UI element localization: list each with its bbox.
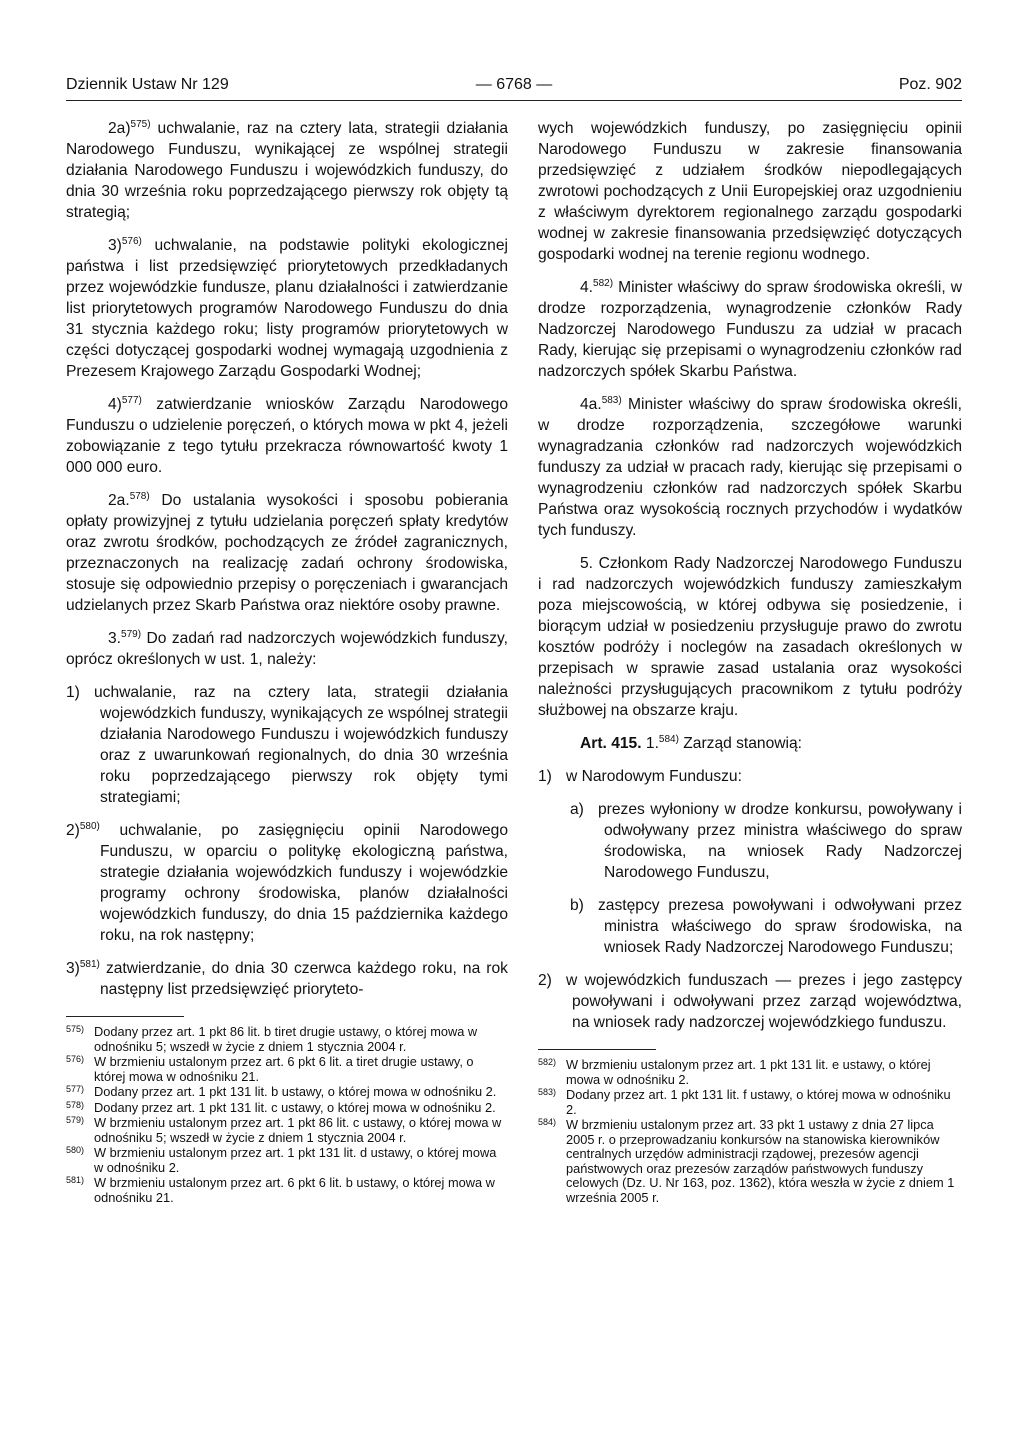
section-2a: 2a.$^{578)}$ Do ustalania wysokości i sposobu pobierania opłaty prowizyjnej z tytułu udzielania poręczeń spłaty kredytów oraz zwrotu środków, pochodzących ze źródeł zagranicznych, przeznaczonych na realizację zadań ochrony środowiska, stosuje się odpowiednio przepisy o poręczeniach i gwarancjach udzielanych przez Skarb Państwa oraz niektóre osoby prawne. xyxy=(66,491,508,614)
article-415: Art. 415. 1.$^{584)}$ Zarząd stanowią: xyxy=(580,734,803,752)
item-1: 1) uchwalanie, raz na cztery lata, strategii działania wojewódzkich funduszy, wynikających ze wspólnej strategii działania Narodowego Funduszu i wojewódzkich funduszy oraz z uwarunkowań regionalnych, do dnia 30 września roku poprzedzającego pierwszy rok objęty tymi strategiami; xyxy=(66,684,508,806)
footnote-separator xyxy=(538,1049,656,1050)
footnote-text: W brzmieniu ustalonym przez art. 1 pkt 86 lit. c ustawy, o której mowa w odnośniku 5; wszedł w życie z dniem 1 stycznia 2004 r. xyxy=(94,1115,502,1145)
item-2: 2)$^{580)}$ uchwalanie, po zasięgnięciu opinii Narodowego Funduszu, w oparciu o politykę ekologiczną państwa, strategie działania wojewódzkich funduszy i wojewódzkie programy ochrony środowiska, planów działalności wojewódzkich funduszy, do dnia 15 października każdego roku, na rok następny; xyxy=(66,821,508,944)
footnotes xyxy=(538,1058,962,1205)
section-4a: 4a.$^{583)}$ Minister właściwy do spraw środowiska określi, w drodze rozporządzenia, szczegółowe warunki wynagradzania członków rad nadzorczych wojewódzkich funduszy za udział w pracach rady, kierując się przepisami o wynagrodzeniu członków rad nadzorczych spółek Skarbu Państwa oraz wysokością rocznych przychodów i wydatków tych funduszy. xyxy=(538,395,962,539)
journal-title: Dziennik Ustaw Nr 129 xyxy=(66,76,229,93)
point-4: 4)$^{577)}$ zatwierdzanie wniosków Zarządu Narodowego Funduszu o udzielenie poręczeń, o których mowa w pkt 4, jeżeli zobowiązanie z tego tytułu przekracza równowartość kwoty 1 000 000 euro. xyxy=(66,395,508,476)
footnote-text: W brzmieniu ustalonym przez art. 1 pkt 131 lit. d ustawy, o której mowa w odnośniku 2. xyxy=(94,1145,497,1175)
footnote: $^{584)}$ W brzmieniu ustalonym przez art. 33 pkt 1 ustawy z dnia 27 lipca 2005 r. o przeprowadzaniu konkursów na stanowiska kierowników centralnych urzędów administracji rządowej, prezesów agencji państwowych oraz prezesów zarządów państwowych funduszy celowych (Dz. U. Nr 163, poz. 1362), która weszła w życie z dniem 1 września 2005 r. xyxy=(538,1117,955,1205)
footnote-text: W brzmieniu ustalonym przez art. 6 pkt 6 lit. a tiret drugie ustawy, o której mowa w odnośniku 21. xyxy=(94,1054,474,1084)
footnote-text: W brzmieniu ustalonym przez art. 1 pkt 131 lit. e ustawy, o której mowa w odnośniku 2. xyxy=(566,1057,931,1087)
position-number: Poz. 902 xyxy=(898,76,962,93)
board-item-1b: b) zastępcy prezesa powoływani i odwoływani przez ministra właściwego do spraw środowiska, na wniosek Rady Nadzorczej Narodowego Funduszu; xyxy=(570,897,962,956)
page-header xyxy=(66,76,962,101)
footnote-text: Dodany przez art. 1 pkt 131 lit. f ustawy, o której mowa w odnośniku 2. xyxy=(566,1087,951,1117)
footnote: $^{581)}$ W brzmieniu ustalonym przez art. 6 pkt 6 lit. b ustawy, o której mowa w odnośniku 21. xyxy=(66,1175,495,1205)
footnote-text: Dodany przez art. 1 pkt 86 lit. b tiret drugie ustawy, o której mowa w odnośniku 5; wszedł w życie z dniem 1 stycznia 2004 r. xyxy=(94,1024,478,1054)
board-item-2: 2) w wojewódzkich funduszach — prezes i jego zastępcy powoływani i odwoływani przez zarząd województwa, na wniosek rady nadzorczej wojewódzkiego funduszu. xyxy=(538,972,962,1031)
footnote: $^{582)}$ W brzmieniu ustalonym przez art. 1 pkt 131 lit. e ustawy, o której mowa w odnośniku 2. xyxy=(538,1057,931,1087)
footnote-text: W brzmieniu ustalonym przez art. 6 pkt 6 lit. b ustawy, o której mowa w odnośniku 21. xyxy=(94,1175,495,1205)
continued-text: wych wojewódzkich funduszy, po zasięgnięciu opinii Narodowego Funduszu w zakresie finansowania przedsięwzięć z udziałem środków niepodlegających zwrotowi pochodzących z Unii Europejskiej oraz uzgodnieniu z właściwym dyrektorem regionalnego zarządu gospodarki wodnej w zakresie finansowania przedsięwzięć dotyczących gospodarki wodnej na terenie regionu wodnego. xyxy=(538,120,962,263)
right-column xyxy=(538,118,962,1206)
footnote: $^{578)}$ Dodany przez art. 1 pkt 131 lit. c ustawy, o której mowa w odnośniku 2. xyxy=(66,1099,496,1115)
page-number: — 6768 — xyxy=(475,76,553,93)
item-3: 3)$^{581)}$ zatwierdzanie, do dnia 30 czerwca każdego roku, na rok następny list przedsięwzięć prioryteto- xyxy=(66,959,508,998)
footnote: $^{575)}$ Dodany przez art. 1 pkt 86 lit. b tiret drugie ustawy, o której mowa w odnośniku 5; wszedł w życie z dniem 1 stycznia 2004 r. xyxy=(66,1024,478,1054)
footnote-text: Dodany przez art. 1 pkt 131 lit. b ustawy, o której mowa w odnośniku 2. xyxy=(94,1084,497,1099)
section-5: 5. Członkom Rady Nadzorczej Narodowego Funduszu i rad nadzorczych wojewódzkich funduszy zamieszkałym poza miejscowością, w której odbywa się posiedzenie, i biorącym udział w posiedzeniu przysługuje prawo do zwrotu kosztów podróży i noclegów na zasadach określonych w przepisach w sprawie zasad ustalania oraz wysokości należności przysługujących pracownikom z tytułu podróży służbowej na obszarze kraju. xyxy=(538,555,962,719)
footnote: $^{583)}$ Dodany przez art. 1 pkt 131 lit. f ustawy, o której mowa w odnośniku 2. xyxy=(538,1087,951,1117)
point-2a: 2a)$^{575)}$ uchwalanie, raz na cztery lata, strategii działania Narodowego Funduszu, wynikającej ze wspólnej strategii działania Narodowego Funduszu i wojewódzkich funduszy, do dnia 30 września roku poprzedzającego pierwszy rok objęty tą strategią; xyxy=(66,119,508,221)
point-3: 3)$^{576)}$ uchwalanie, na podstawie polityki ekologicznej państwa i list przedsięwzięć priorytetowych przedkładanych przez wojewódzkie fundusze, planu działalności i zatwierdzanie list priorytetowych programów Narodowego Funduszu do dnia 31 stycznia każdego roku; listy programów priorytetowych w części dotyczącej gospodarki wodnej wymagają uzgodnienia z Prezesem Krajowego Zarządu Gospodarki Wodnej; xyxy=(66,236,508,380)
footnotes xyxy=(66,1025,508,1205)
left-column xyxy=(66,118,508,1206)
section-3: 3.$^{579)}$ Do zadań rad nadzorczych wojewódzkich funduszy, oprócz określonych w ust. 1, należy: xyxy=(66,629,508,668)
section-4: 4.$^{582)}$ Minister właściwy do spraw środowiska określi, w drodze rozporządzenia, wynagrodzenie członków Rady Nadzorczej Narodowego Funduszu za udział w pracach Rady, kierując się przepisami o wynagrodzeniu członków rad nadzorczych spółek Skarbu Państwa. xyxy=(538,278,962,380)
board-item-1a: a) prezes wyłoniony w drodze konkursu, powoływany i odwoływany przez ministra właściwego do spraw środowiska, na wniosek Rady Nadzorczej Narodowego Funduszu, xyxy=(570,801,962,881)
footnote-text: Dodany przez art. 1 pkt 131 lit. c ustawy, o której mowa w odnośniku 2. xyxy=(94,1099,496,1115)
footnote: $^{576)}$ W brzmieniu ustalonym przez art. 6 pkt 6 lit. a tiret drugie ustawy, o której mowa w odnośniku 21. xyxy=(66,1054,474,1084)
footnote: $^{577)}$ Dodany przez art. 1 pkt 131 lit. b ustawy, o której mowa w odnośniku 2. xyxy=(66,1084,497,1099)
footnote-text: W brzmieniu ustalonym przez art. 33 pkt 1 ustawy z dnia 27 lipca 2005 r. o przeprowadzaniu konkursów na stanowiska kierowników centralnych urzędów administracji rządowej, prezesów agencji państwowych oraz prezesów zarządów państwowych funduszy celowych (Dz. U. Nr 163, poz. 1362), która weszła w życie z dniem 1 września 2005 r. xyxy=(566,1117,955,1205)
footnote: $^{579)}$ W brzmieniu ustalonym przez art. 1 pkt 86 lit. c ustawy, o której mowa w odnośniku 5; wszedł w życie z dniem 1 stycznia 2004 r. xyxy=(66,1115,502,1145)
footnote-separator xyxy=(66,1016,184,1017)
footnote: $^{580)}$ W brzmieniu ustalonym przez art. 1 pkt 131 lit. d ustawy, o której mowa w odnośniku 2. xyxy=(66,1145,497,1175)
board-item-1: 1) w Narodowym Funduszu: xyxy=(538,768,742,785)
